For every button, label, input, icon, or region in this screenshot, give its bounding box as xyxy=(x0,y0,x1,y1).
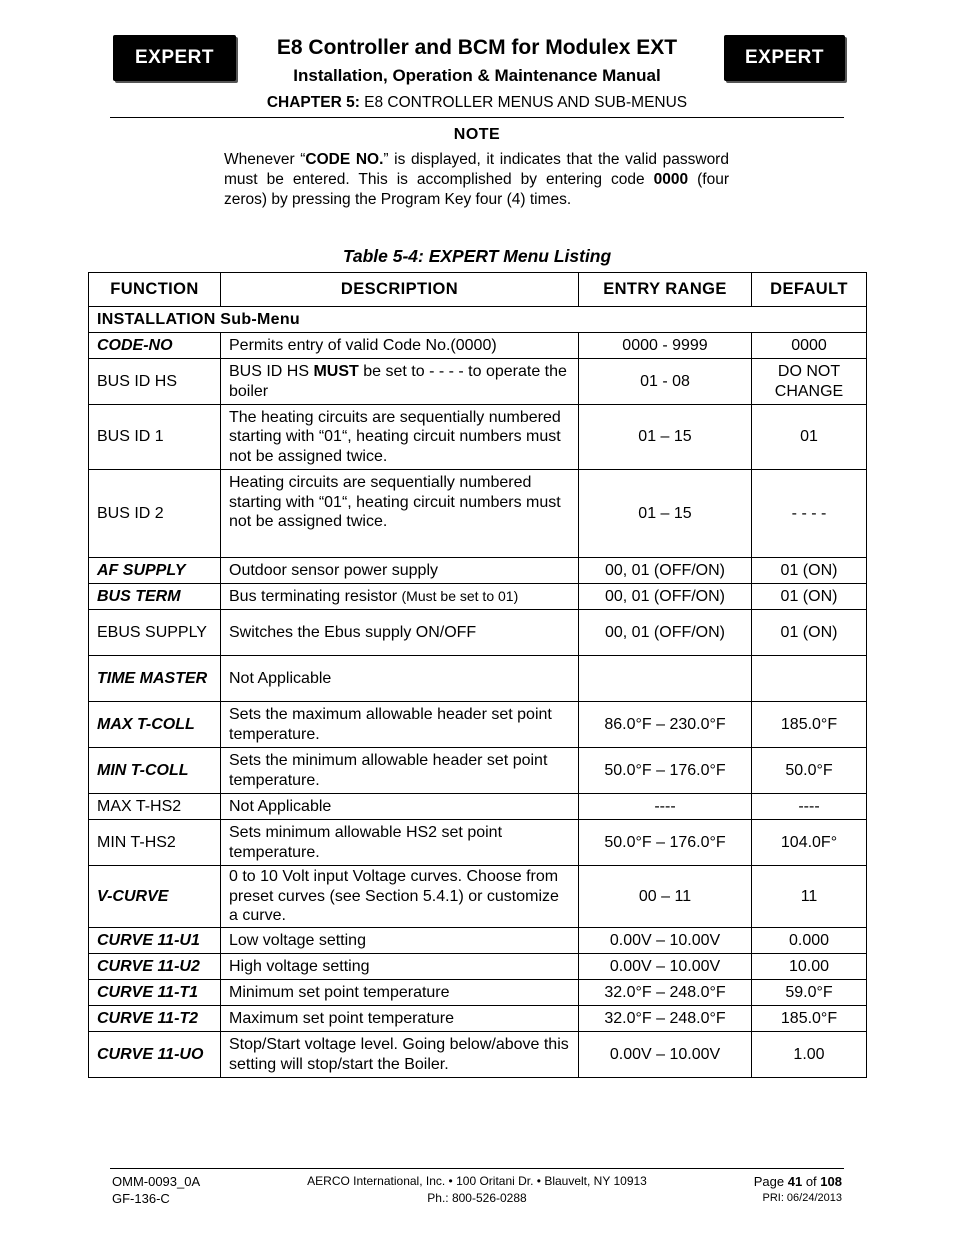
range-cell: 0.00V – 10.00V xyxy=(579,954,752,980)
description-cell: The heating circuits are sequentially numbered starting with “01“, heating circuit numbers must not be assigned twice. xyxy=(221,405,579,470)
table-row xyxy=(89,702,867,748)
description-cell: High voltage setting xyxy=(221,954,579,980)
function-cell: TIME MASTER xyxy=(89,656,221,702)
table-row xyxy=(89,866,867,928)
range-cell: 32.0°F – 248.0°F xyxy=(579,980,752,1006)
function-cell: MIN T-HS2 xyxy=(89,820,221,866)
table-row xyxy=(89,558,867,584)
default-cell: 01 (ON) xyxy=(752,584,867,610)
submenu-label: INSTALLATION Sub-Menu xyxy=(89,307,867,333)
description-cell: Sets the maximum allowable header set point temperature. xyxy=(221,702,579,748)
default-cell: 01 (ON) xyxy=(752,558,867,584)
description-cell: Sets minimum allowable HS2 set point temperature. xyxy=(221,820,579,866)
header-default: DEFAULT xyxy=(752,273,867,307)
range-cell: 00 – 11 xyxy=(579,866,752,928)
range-cell: 0.00V – 10.00V xyxy=(579,1032,752,1078)
page-number: Page 41 of 108 xyxy=(753,1174,842,1189)
range-cell: 0.00V – 10.00V xyxy=(579,928,752,954)
description-cell: Sets the minimum allowable header set point temperature. xyxy=(221,748,579,794)
table-row xyxy=(89,405,867,470)
table-row xyxy=(89,748,867,794)
range-cell: 0000 - 9999 xyxy=(579,333,752,359)
function-cell: CURVE 11-UO xyxy=(89,1032,221,1078)
function-cell: AF SUPPLY xyxy=(89,558,221,584)
table-header-row xyxy=(89,273,867,307)
default-cell: DO NOT CHANGE xyxy=(752,359,867,405)
function-cell: CODE-NO xyxy=(89,333,221,359)
table-row xyxy=(89,820,867,866)
table-row xyxy=(89,610,867,656)
table-caption: Table 5-4: EXPERT Menu Listing xyxy=(342,246,612,266)
default-cell: 185.0°F xyxy=(752,1006,867,1032)
form-number: GF-136-C xyxy=(112,1191,170,1206)
document-subtitle: Installation, Operation & Maintenance Manual xyxy=(293,66,661,85)
range-cell: 01 – 15 xyxy=(579,470,752,558)
code-value: 0000 xyxy=(653,171,689,188)
table-row xyxy=(89,1032,867,1078)
table-row xyxy=(89,954,867,980)
description-cell: Heating circuits are sequentially numbered starting with “01“, heating circuit numbers must not be assigned twice. xyxy=(221,470,579,558)
range-cell: 00, 01 (OFF/ON) xyxy=(579,610,752,656)
description-cell: Not Applicable xyxy=(221,794,579,820)
header-function: FUNCTION xyxy=(89,273,221,307)
chapter-text: E8 CONTROLLER MENUS AND SUB-MENUS xyxy=(359,94,688,111)
chapter-heading xyxy=(0,94,954,112)
function-cell: BUS TERM xyxy=(89,584,221,610)
function-cell: CURVE 11-U2 xyxy=(89,954,221,980)
company-address: AERCO International, Inc. • 100 Oritani Dr. • Blauvelt, NY 10913 xyxy=(307,1174,647,1188)
header-divider xyxy=(110,117,844,118)
description-cell: Bus terminating resistor (Must be set to 01) xyxy=(221,584,579,610)
submenu-row xyxy=(89,307,867,333)
code-no-label: CODE NO. xyxy=(305,151,384,168)
description-cell: Not Applicable xyxy=(221,656,579,702)
function-cell: CURVE 11-T2 xyxy=(89,1006,221,1032)
function-cell: CURVE 11-U1 xyxy=(89,928,221,954)
default-cell: 104.0F° xyxy=(752,820,867,866)
table-row xyxy=(89,656,867,702)
footer-right xyxy=(754,1173,842,1207)
default-cell: 50.0°F xyxy=(752,748,867,794)
function-cell: BUS ID HS xyxy=(89,359,221,405)
description-cell: Stop/Start voltage level. Going below/above this setting will stop/start the Boiler. xyxy=(221,1032,579,1078)
pri-date: PRI: 06/24/2013 xyxy=(762,1192,842,1204)
expert-badge-right: EXPERT xyxy=(724,35,845,81)
description-cell: Low voltage setting xyxy=(221,928,579,954)
note-body: Whenever “CODE NO.” is displayed, it indicates that the valid password must be entered. This is accomplished by entering code 0000 (four zeros) by pressing the Program Key four (4) times. xyxy=(224,151,729,208)
default-cell: - - - - xyxy=(752,470,867,558)
description-cell: Switches the Ebus supply ON/OFF xyxy=(221,610,579,656)
range-cell: 86.0°F – 230.0°F xyxy=(579,702,752,748)
table-row xyxy=(89,333,867,359)
description-cell: 0 to 10 Volt input Voltage curves. Choose from preset curves (see Section 5.4.1) or customize a curve. xyxy=(221,866,579,928)
default-cell: 0000 xyxy=(752,333,867,359)
default-cell: 11 xyxy=(752,866,867,928)
function-cell: MIN T-COLL xyxy=(89,748,221,794)
description-cell: Minimum set point temperature xyxy=(221,980,579,1006)
default-cell: 01 (ON) xyxy=(752,610,867,656)
range-cell: 50.0°F – 176.0°F xyxy=(579,748,752,794)
range-cell: 00, 01 (OFF/ON) xyxy=(579,584,752,610)
range-cell: 01 - 08 xyxy=(579,359,752,405)
expert-badge-left: EXPERT xyxy=(113,35,236,81)
function-cell: V-CURVE xyxy=(89,866,221,928)
range-cell: 00, 01 (OFF/ON) xyxy=(579,558,752,584)
default-cell: ---- xyxy=(752,794,867,820)
function-cell: MAX T-HS2 xyxy=(89,794,221,820)
range-cell xyxy=(579,656,752,702)
table-row xyxy=(89,1006,867,1032)
function-cell: EBUS SUPPLY xyxy=(89,610,221,656)
description-cell: Maximum set point temperature xyxy=(221,1006,579,1032)
table-row xyxy=(89,794,867,820)
table-row xyxy=(89,928,867,954)
company-phone: Ph.: 800-526-0288 xyxy=(427,1191,527,1205)
function-cell: BUS ID 1 xyxy=(89,405,221,470)
function-cell: CURVE 11-T1 xyxy=(89,980,221,1006)
description-cell: Permits entry of valid Code No.(0000) xyxy=(221,333,579,359)
table-row xyxy=(89,584,867,610)
default-cell: 0.000 xyxy=(752,928,867,954)
document-number: OMM-0093_0A xyxy=(112,1174,201,1189)
description-cell: Outdoor sensor power supply xyxy=(221,558,579,584)
table-row xyxy=(89,980,867,1006)
header-entry-range: ENTRY RANGE xyxy=(579,273,752,307)
function-cell: MAX T-COLL xyxy=(89,702,221,748)
document-title: E8 Controller and BCM for Modulex EXT xyxy=(276,36,678,59)
expert-menu-table xyxy=(88,272,867,1078)
range-cell: ---- xyxy=(579,794,752,820)
table-row xyxy=(89,470,867,558)
range-cell: 01 – 15 xyxy=(579,405,752,470)
range-cell: 50.0°F – 176.0°F xyxy=(579,820,752,866)
footer-divider xyxy=(110,1168,844,1169)
range-cell: 32.0°F – 248.0°F xyxy=(579,1006,752,1032)
default-cell: 59.0°F xyxy=(752,980,867,1006)
note-heading: NOTE xyxy=(453,126,501,143)
table-row xyxy=(89,359,867,405)
default-cell: 185.0°F xyxy=(752,702,867,748)
header-description: DESCRIPTION xyxy=(221,273,579,307)
default-cell xyxy=(752,656,867,702)
function-cell: BUS ID 2 xyxy=(89,470,221,558)
default-cell: 1.00 xyxy=(752,1032,867,1078)
default-cell: 10.00 xyxy=(752,954,867,980)
default-cell: 01 xyxy=(752,405,867,470)
description-cell: BUS ID HS MUST be set to - - - - to operate the boiler xyxy=(221,359,579,405)
chapter-label: CHAPTER 5: xyxy=(266,94,360,111)
